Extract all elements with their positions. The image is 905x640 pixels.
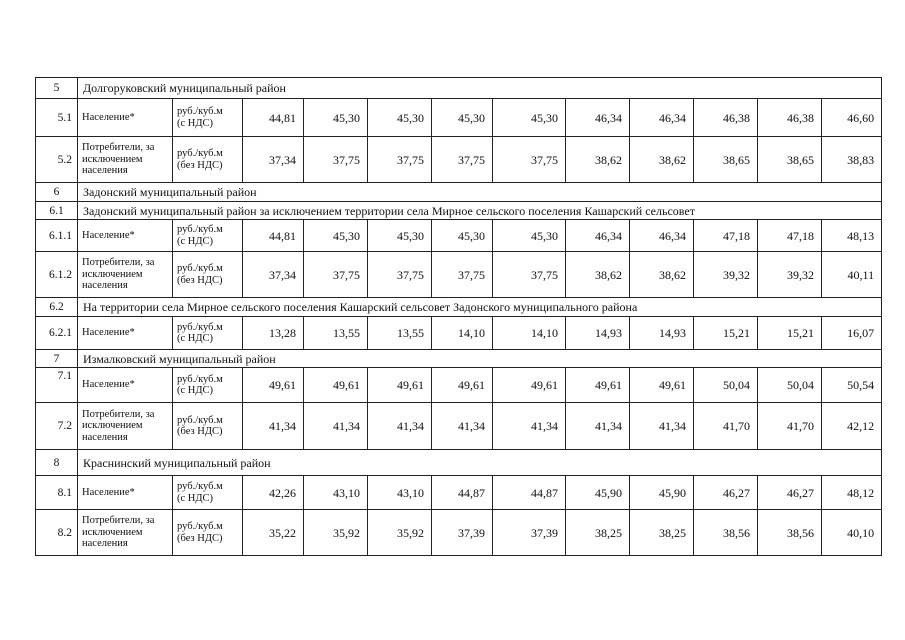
consumer-category: Население* [78,220,173,252]
tariff-value: 41,34 [630,403,694,450]
table-row [36,137,882,183]
tariff-value: 47,18 [758,220,822,252]
section-row [36,298,882,317]
unit-line: (с НДС) [177,492,214,504]
table-row [36,368,882,403]
row-number: 5.1 [36,99,78,137]
table-row [36,252,882,298]
tariff-table-body [36,78,882,556]
tariff-value: 45,30 [368,99,432,137]
row-number: 7.1 [36,368,78,403]
tariff-value: 38,83 [822,137,882,183]
section-row [36,78,882,99]
unit-line: (без НДС) [177,159,223,171]
tariff-value: 45,30 [304,220,368,252]
tariff-value: 46,27 [758,476,822,510]
section-title: Задонский муниципальный район [78,183,882,202]
row-number: 7.2 [36,403,78,450]
consumer-line: населения [82,538,128,550]
tariff-value: 45,90 [566,476,630,510]
unit-line: руб./куб.м [177,263,223,274]
tariff-value: 44,81 [243,220,304,252]
tariff-value: 39,32 [758,252,822,298]
consumer-line: исключением [82,153,143,165]
tariff-value: 50,04 [758,368,822,403]
tariff-value: 50,54 [822,368,882,403]
tariff-value: 41,34 [432,403,493,450]
unit-line: руб./куб.м [177,106,223,117]
unit-of-measure [173,368,243,403]
tariff-value: 38,62 [566,252,630,298]
tariff-value: 38,62 [566,137,630,183]
section-title: Долгоруковский муниципальный район [78,78,882,99]
table-row [36,510,882,556]
tariff-value: 47,18 [694,220,758,252]
consumer-line: Потребители, за [82,408,155,420]
unit-line: руб./куб.м [177,148,223,159]
unit-line: (с НДС) [177,333,214,344]
tariff-value: 48,12 [822,476,882,510]
tariff-value: 38,65 [758,137,822,183]
unit-line: (с НДС) [177,235,214,247]
row-number: 5 [36,78,78,99]
unit-line: руб./куб.м [177,224,223,235]
tariff-value: 41,34 [368,403,432,450]
tariff-value: 44,81 [243,99,304,137]
row-number: 6 [36,183,78,202]
unit-line: (без НДС) [177,426,223,437]
tariff-value: 39,32 [694,252,758,298]
table-row [36,220,882,252]
consumer-category: Население* [78,317,173,350]
table-row [36,476,882,510]
unit-of-measure [173,403,243,450]
tariff-value: 49,61 [493,368,566,403]
tariff-value: 37,75 [368,252,432,298]
row-number: 6.2.1 [36,317,78,350]
consumer-category: Население* [78,476,173,510]
tariff-value: 50,04 [694,368,758,403]
tariff-value: 45,30 [493,99,566,137]
table-row [36,99,882,137]
unit-line: руб./куб.м [177,521,223,532]
tariff-value: 15,21 [758,317,822,350]
tariff-value: 46,34 [630,99,694,137]
unit-line: (без НДС) [177,532,223,544]
tariff-value: 45,30 [432,220,493,252]
row-number: 8.1 [36,476,78,510]
section-title: Задонский муниципальный район за исключением территории села Мирное сельского поселения Кашарский сельсовет [78,202,882,220]
consumer-category [78,510,173,556]
row-number: 5.2 [36,137,78,183]
row-number: 6.1.2 [36,252,78,298]
row-number: 6.2 [36,298,78,317]
tariff-value: 45,30 [432,99,493,137]
table-row [36,403,882,450]
tariff-value: 44,87 [432,476,493,510]
tariff-value: 37,75 [432,137,493,183]
tariff-value: 49,61 [630,368,694,403]
unit-line: руб./куб.м [177,373,223,385]
tariff-value: 46,60 [822,99,882,137]
tariff-value: 40,10 [822,510,882,556]
tariff-value: 46,38 [694,99,758,137]
tariff-value: 49,61 [304,368,368,403]
tariff-value: 13,55 [304,317,368,350]
tariff-value: 35,22 [243,510,304,556]
tariff-value: 38,25 [630,510,694,556]
tariff-value: 41,34 [304,403,368,450]
tariff-value: 45,30 [493,220,566,252]
tariff-value: 38,62 [630,137,694,183]
tariff-value: 37,75 [368,137,432,183]
unit-of-measure [173,476,243,510]
unit-of-measure [173,510,243,556]
tariff-value: 40,11 [822,252,882,298]
tariff-value: 15,21 [694,317,758,350]
tariff-value: 37,75 [304,137,368,183]
tariff-value: 49,61 [566,368,630,403]
tariff-value: 42,26 [243,476,304,510]
consumer-line: населения [82,431,128,443]
consumer-line: исключением [82,420,143,432]
consumer-line: населения [82,165,128,177]
table-row [36,317,882,350]
tariff-value: 38,56 [758,510,822,556]
section-title: На территории села Мирное сельского поселения Кашарский сельсовет Задонского муниципального района [78,298,882,317]
tariff-value: 48,13 [822,220,882,252]
tariff-document [35,77,882,556]
unit-of-measure [173,317,243,350]
consumer-category: Население* [78,368,173,403]
section-title: Измалковский муниципальный район [78,350,882,368]
tariff-value: 41,34 [493,403,566,450]
section-row [36,183,882,202]
tariff-value: 46,38 [758,99,822,137]
tariff-value: 45,90 [630,476,694,510]
tariff-value: 14,93 [566,317,630,350]
tariff-value: 37,75 [493,137,566,183]
tariff-value: 14,10 [432,317,493,350]
tariff-value: 35,92 [304,510,368,556]
tariff-value: 41,70 [694,403,758,450]
tariff-value: 13,28 [243,317,304,350]
unit-of-measure [173,137,243,183]
tariff-value: 37,75 [432,252,493,298]
tariff-value: 35,92 [368,510,432,556]
unit-line: (с НДС) [177,385,214,396]
tariff-value: 37,39 [493,510,566,556]
tariff-value: 42,12 [822,403,882,450]
tariff-value: 38,65 [694,137,758,183]
tariff-table [35,77,882,556]
tariff-value: 14,10 [493,317,566,350]
tariff-value: 37,75 [493,252,566,298]
section-row [36,202,882,220]
tariff-value: 38,56 [694,510,758,556]
tariff-value: 38,25 [566,510,630,556]
tariff-value: 43,10 [304,476,368,510]
tariff-value: 46,34 [566,220,630,252]
consumer-line: Потребители, за [82,142,155,154]
section-row [36,450,882,476]
consumer-line: Потребители, за [82,257,155,269]
unit-line: руб./куб.м [177,321,223,333]
tariff-value: 14,93 [630,317,694,350]
consumer-category [78,403,173,450]
consumer-line: населения [82,280,128,292]
unit-of-measure [173,252,243,298]
consumer-category [78,252,173,298]
tariff-value: 49,61 [368,368,432,403]
section-title: Краснинский муниципальный район [78,450,882,476]
row-number: 6.1.1 [36,220,78,252]
tariff-value: 41,70 [758,403,822,450]
tariff-value: 46,27 [694,476,758,510]
row-number: 8 [36,450,78,476]
unit-line: (без НДС) [177,274,223,286]
unit-of-measure [173,220,243,252]
tariff-value: 46,34 [566,99,630,137]
row-number: 6.1 [36,202,78,220]
unit-of-measure [173,99,243,137]
tariff-value: 16,07 [822,317,882,350]
tariff-value: 37,34 [243,252,304,298]
consumer-line: исключением [82,526,143,538]
tariff-value: 37,34 [243,137,304,183]
tariff-value: 46,34 [630,220,694,252]
consumer-line: исключением [82,268,143,280]
tariff-value: 45,30 [304,99,368,137]
tariff-value: 38,62 [630,252,694,298]
unit-line: руб./куб.м [177,481,223,492]
section-row [36,350,882,368]
unit-line: (с НДС) [177,117,214,129]
unit-line: руб./куб.м [177,414,223,426]
tariff-value: 37,75 [304,252,368,298]
consumer-line: Потребители, за [82,515,155,527]
tariff-value: 49,61 [432,368,493,403]
row-number: 7 [36,350,78,368]
consumer-category [78,137,173,183]
tariff-value: 37,39 [432,510,493,556]
tariff-value: 43,10 [368,476,432,510]
tariff-value: 45,30 [368,220,432,252]
tariff-value: 41,34 [243,403,304,450]
tariff-value: 44,87 [493,476,566,510]
tariff-value: 41,34 [566,403,630,450]
tariff-value: 49,61 [243,368,304,403]
consumer-category: Население* [78,99,173,137]
row-number: 8.2 [36,510,78,556]
tariff-value: 13,55 [368,317,432,350]
